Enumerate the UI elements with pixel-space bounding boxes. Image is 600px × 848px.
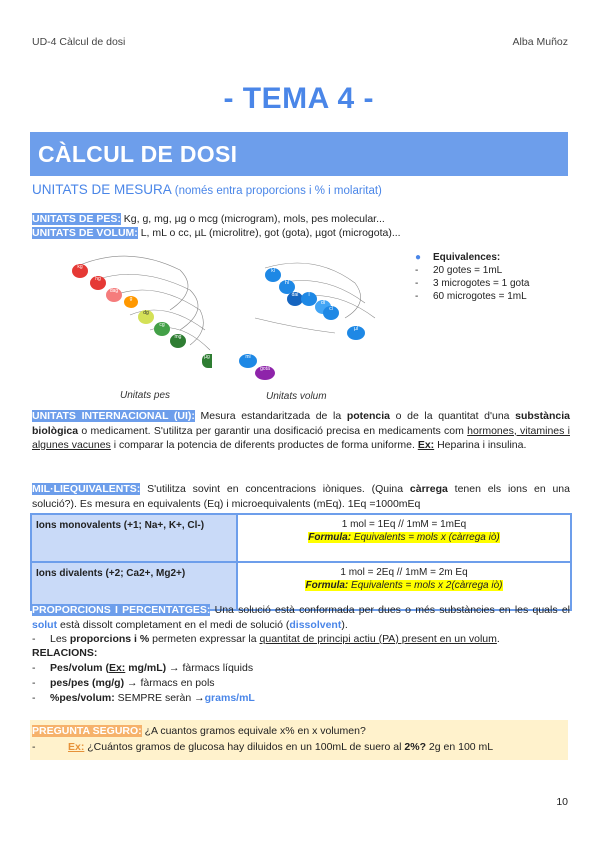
ui-text: Heparina i insulina. (434, 439, 527, 451)
prop-dissolvent: dissolvent (289, 618, 342, 631)
dot-ug: µg (202, 354, 212, 368)
equiv-item: 20 gotes = 1mL (433, 265, 503, 276)
ui-bold: potencia (346, 410, 391, 422)
prop-solut: solut (32, 618, 58, 631)
header-left: UD-4 Càlcul de dosi (32, 36, 126, 48)
relacio-text: → fàrmacs líquids (166, 662, 254, 674)
answer-text: ¿Cuántos gramos de glucosa hay diluidos en un 100mL de suero al (84, 741, 405, 753)
ions-table (30, 513, 572, 611)
dot-hg: hg (90, 276, 106, 290)
formula-text: Equivalents = mols x (càrrega iò) (351, 531, 500, 543)
meq-bold: càrrega (409, 483, 448, 495)
ui-text: i comparar la potencia de diferents productes de forma uniforme. (110, 439, 418, 451)
dot-gota: gota (255, 366, 275, 380)
caption-pes: Unitats pes (120, 390, 171, 401)
dot-kl: kl (265, 268, 281, 282)
page-number: 10 (556, 796, 568, 808)
answer-bold: 2%? (404, 741, 426, 753)
dot-cg: cg (154, 322, 170, 336)
equiv-item: 3 microgotes = 1 gota (433, 278, 530, 289)
ions-label: Ions divalents (+2; Ca2+, Mg2+) (31, 562, 237, 610)
dot-ul: µl (347, 326, 365, 340)
relacio-bold: mg/mL) (125, 662, 167, 674)
ions-eq: 1 mol = 2Eq // 1mM = 2m Eq (340, 567, 468, 578)
dot-dal: dal (287, 292, 303, 306)
section-banner (30, 132, 568, 176)
bullet-bold: proporcions i % (69, 633, 150, 645)
pes-diagram (60, 250, 220, 385)
relacio-item: - pes/pes (mg/g) → fàrmacs en pols (32, 677, 215, 689)
banner-title: CÀLCUL DE DOSI (38, 141, 238, 167)
answer-line: - Ex: ¿Cuántos gramos de glucosa hay diluidos en un 100mL de suero al 2%? 2g en 100 mL (32, 741, 494, 753)
dot-dg: dg (138, 310, 154, 324)
ions-label: Ions monovalents (+1; Na+, K+, Cl-) (31, 514, 237, 562)
ions-value (237, 514, 571, 562)
prop-text: està dissolt completament en el medi de solució ( (57, 618, 290, 631)
equivalences: ● Equivalences: - 20 gotes = 1mL - 3 microgotes = 1 gota - 60 microgotes = 1mL (415, 252, 530, 302)
ui-underline: hormones, vitamines i algunes vacunes (32, 424, 570, 451)
prop-text: Una solució està conformada per dues o més substàncies en les quals el (210, 604, 570, 616)
ui-text: Mesura estandaritzada de la (194, 410, 347, 422)
dot-cl: cl (323, 306, 339, 320)
ions-eq: 1 mol = 1Eq // 1mM = 1mEq (341, 519, 467, 530)
relacio-item: - %pes/volum: SEMPRE seràn →grams/mL (32, 692, 255, 704)
relacio-bold: Pes/volum ( (50, 662, 109, 674)
subtitle-note: (només entra proporcions i % i molaritat) (174, 185, 382, 197)
meq-tag: MIL·LIEQUIVALENTS: (32, 483, 141, 495)
ui-bold: substància biològica (32, 410, 570, 437)
ui-tag: UNITATS INTERNACIONAL (UI): (32, 410, 195, 422)
meq-paragraph (32, 482, 570, 511)
dot-mg: mg (170, 334, 186, 348)
bullet-underline: quantitat de principi actiu (PA) present en un volum (259, 633, 497, 645)
pes-text: Kg, g, mg, µg o mcg (microgram), mols, pes molecular... (120, 213, 385, 225)
caption-volum: Unitats volum (266, 391, 327, 402)
tema-title: - TEMA 4 - (223, 82, 374, 115)
volum-diagram (235, 258, 385, 388)
formula-label: Formula: (305, 579, 349, 591)
relacio-bold: pes/pes (mg/g) (50, 677, 125, 689)
relacio-text: → fàrmacs en pols (124, 677, 215, 689)
relacio-item: - Pes/volum (Ex: mg/mL) → fàrmacs líquids (32, 662, 254, 674)
subtitle-main: UNITATS DE MESURA (32, 182, 172, 197)
relacio-bold: %pes/volum: (50, 692, 115, 704)
pes-tag: UNITATS DE PES: (32, 213, 121, 225)
relacio-ex: Ex: (108, 662, 126, 674)
dot-g: g (124, 296, 138, 308)
dot-dl: dl (315, 300, 331, 314)
question-tag: PREGUNTA SEGURO: (32, 725, 142, 737)
answer-text: 2g en 100 mL (426, 741, 494, 753)
ui-paragraph (32, 409, 570, 453)
units-pes (32, 213, 570, 226)
bullet-text: . (496, 633, 500, 645)
formula-text: Equivalents = mols x 2(càrrega iò) (348, 579, 503, 591)
prop-bullet: - Les proporcions i % permeten expressar la quantitat de principi actiu (PA) present en un volum. (32, 633, 500, 645)
subtitle (32, 182, 382, 197)
question-box (30, 720, 568, 760)
prop-paragraph (32, 603, 570, 632)
bullet-icon: ● (415, 252, 422, 263)
volum-tag: UNITATS DE VOLUM: (32, 227, 138, 239)
volum-text: L, mL o cc, µL (microlitre), got (gota), µgot (microgota)... (137, 227, 401, 239)
relacio-text: SEMPRE seràn → (114, 692, 205, 704)
bullet-text: permeten expressar la (149, 633, 260, 645)
dot-hl: hl (279, 280, 295, 294)
dot-dag: dag (106, 288, 122, 302)
equiv-item: 60 microgotes = 1mL (433, 291, 527, 302)
question-line (32, 725, 366, 737)
units-volum (32, 227, 570, 240)
ui-text: o medicament. S'utilitza per garantir una dosificació precisa en medicaments com (78, 424, 468, 437)
prop-text: ). (341, 618, 348, 631)
dot-ml: ml (239, 354, 257, 368)
ui-text: o de la quantitat d'una (390, 410, 516, 422)
answer-ex: Ex: (68, 741, 85, 753)
meq-text: S'utilitza sovint en concentracions iòniques. (Quina (140, 483, 410, 495)
header-right: Alba Muñoz (512, 36, 568, 48)
bullet-text: Les (50, 633, 70, 645)
question-text: ¿A cuantos gramos equivale x% en x volumen? (141, 725, 366, 737)
dot-kg: kg (72, 264, 88, 278)
equiv-title: Equivalences: (433, 252, 501, 263)
dot-l: l (301, 292, 317, 306)
meq-text: tenen els ions en una solució?). Es mesura en equivalents (Eq) i microequivalents (mEq). 1Eq =1000mEq (32, 483, 570, 510)
ui-ex: Ex: (417, 439, 435, 451)
formula-label: Formula: (308, 531, 352, 543)
relacio-blue: grams/mL (204, 692, 255, 704)
table-row (31, 514, 571, 562)
prop-tag: PROPORCIONS I PERCENTATGES: (32, 604, 211, 616)
relacions-title: RELACIONS: (32, 647, 98, 659)
